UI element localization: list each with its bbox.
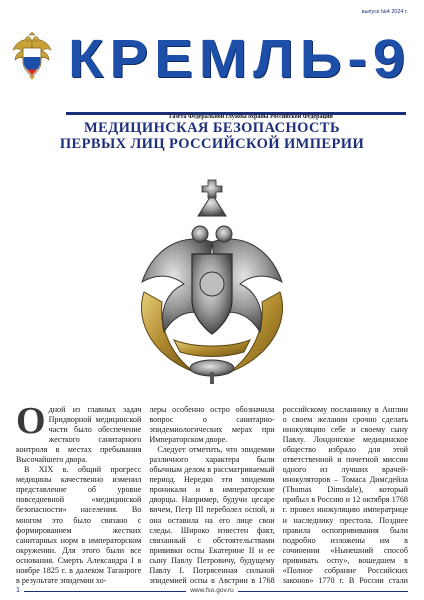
paragraph: российскому посланнику в Англии о своем желании срочно сделать инокуляцию себе и своему сыну Павлу. Лондонское медицинское общество избрало для этой ответственной и почетной миссии одного из лучших врачей-инокуляторов – Томаса Димсдейла (Thomas Dimsdale), который прибыл в Россию и 12 октября 1768 г. провел инокуляцию императрице и наследнику престола. Позднее правила оспопрививания были подробно изложены им в сочинении «Нынешний способ прививать оспу», вошедшем в «Полное собрание Российских законов» 1770 г. В России стали: [282, 405, 408, 585]
paragraph: В XIX в. общий прогресс медицины качественно изменил представление об уровне повседневной «медицинской безопасности» населения. Во многом это было связано с формированием жестких санитарных норм в императорском окружении. Для этого были все основания. Смерть Александра I в ноябре 1825 г. в далеком Таганроге в результате эпидемии хо-: [16, 465, 142, 585]
website-link[interactable]: www.fso.gov.ru: [0, 587, 424, 594]
article-headline: [40, 120, 384, 152]
article-column-1: [16, 405, 141, 585]
page-footer: [0, 586, 424, 600]
masthead-title: КРЕМЛЬ-9: [68, 29, 412, 90]
drop-cap: О: [16, 405, 46, 442]
article-column-2: [149, 405, 274, 585]
headline-line-2: ПЕРВЫХ ЛИЦ РОССИЙСКОЙ ИМПЕРИИ: [59, 136, 365, 152]
imperial-medical-badge-image: [104, 172, 320, 388]
issue-number: выпуск №4 2024 г.: [361, 9, 408, 15]
fso-eagle-emblem-icon: [12, 32, 52, 80]
masthead-subtitle: Газета Федеральной службы охраны Российской Федерации: [169, 114, 333, 120]
paragraph: леры особенно остро обозначила вопрос о санитарно-эпидемиологических мерах при Императорском дворе.: [149, 405, 275, 445]
article-body: [16, 405, 408, 585]
masthead: [0, 20, 424, 120]
headline-line-1: МЕДИЦИНСКАЯ БЕЗОПАСНОСТЬ: [84, 120, 340, 136]
page-number: 1: [16, 587, 20, 594]
article-column-3: [283, 405, 408, 585]
paragraph: Следует отметить, что эпидемии различного характера были обычным делом в рассматриваемый период. Нередко эти эпидемии проникали и в императорские дворцы. Например, будучи цесаре вичем, Петр III переболел оспой, и она оставила на его лице свои следы. Широко известен факт, связанный с обстоятельствами прививки оспы Екатерине II и ее сыну Павлу Петровичу, будущему Павлу I. Потрясенная сильной эпидемией оспы в Австрии в 1768: [149, 445, 275, 585]
paragraph: дной из главных задач Придворной медицинской части было обеспечение жесткого санитарного контроля в местах пребывания Высочайшего двора.: [16, 405, 142, 465]
